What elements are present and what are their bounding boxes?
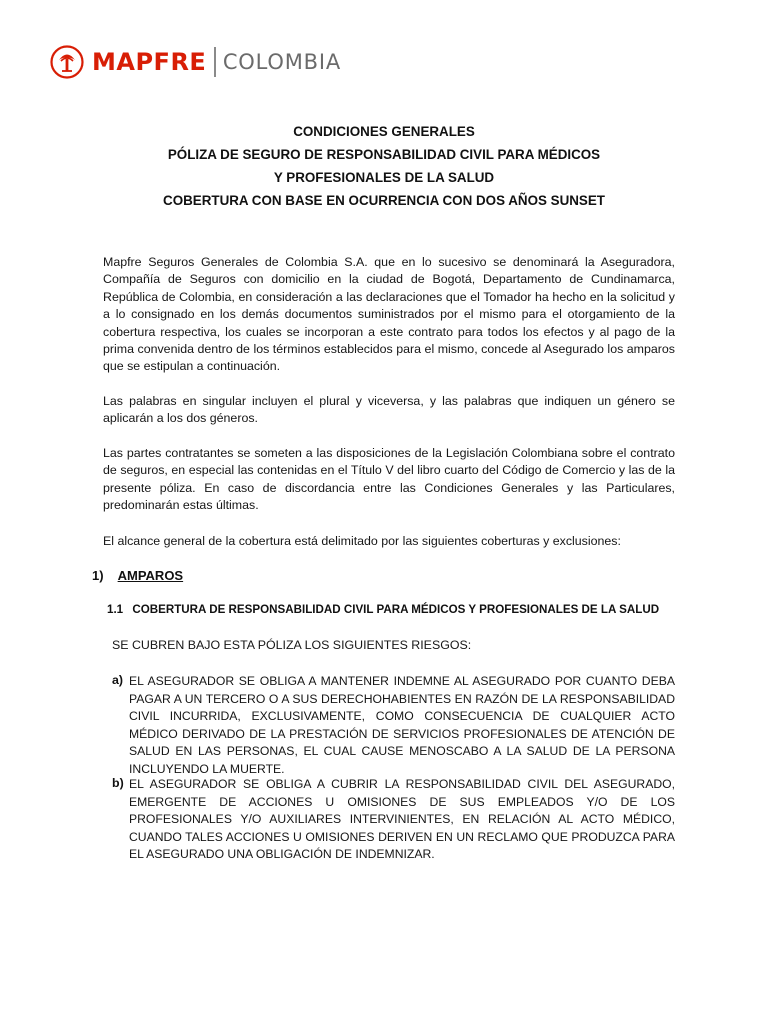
plural-paragraph: Las palabras en singular incluyen el plural y viceversa, y las palabras que indiquen un género se aplicarán a los dos géneros.	[103, 394, 675, 426]
subsection-number: 1.1	[107, 603, 124, 616]
section-title: AMPAROS	[117, 568, 184, 583]
intro-paragraph: Mapfre Seguros Generales de Colombia S.A. que en lo sucesivo se denominará la Aseguradora, Compañía de Seguros con domicilio en la ciudad de Bogotá, Departamento de Cundinamarca, República de Colombia, en consideración a las declaraciones que el Tomador ha hecho en la solicitud y a lo consignado en los demás documentos suministrados por el mismo para el otorgamiento de la cobertura respectiva, los cuales se incorporan a este contrato para todos los efectos y al pago de la prima convenida dentro de los términos establecidos para el mismo, concede al Asegurado los amparos que se estipulan a continuación.	[103, 255, 675, 374]
list-item-text: EL ASEGURADOR SE OBLIGA A MANTENER INDEMNE AL ASEGURADO POR CUANTO DEBA PAGAR A UN TERCERO O A SUS DERECHOHABIENTES EN RAZÓN DE LA RESPONSABILIDAD CIVIL INCURRIDA, EXCLUSIVAMENTE, COMO CONSECUENCIA DE CUALQUIER ACTO MÉDICO DERIVADO DE LA PRESTACIÓN DE SERVICIOS PROFESIONALES DE ATENCIÓN DE SALUD EN LAS PERSONAS, EL CUAL CAUSE MENOSCABO A LA SALUD DE LA PERSONA INCLUYENDO LA MUERTE.	[129, 674, 675, 776]
document-title	[0, 120, 768, 212]
list-item-text: EL ASEGURADOR SE OBLIGA A CUBRIR LA RESPONSABILIDAD CIVIL DEL ASEGURADO, EMERGENTE DE ACCIONES U OMISIONES DE SUS EMPLEADOS Y/O DE LOS PROFESIONALES Y/O AUXILIARES INTERVINIENTES, EN RELACIÓN AL ACTO MÉDICO, CUANDO TALES ACCIONES U OMISIONES DERIVEN EN UN RECLAMO QUE PRODUZCA PARA EL ASEGURADO UNA OBLIGACIÓN DE INDEMNIZAR.	[129, 777, 675, 862]
logo-divider	[214, 47, 216, 77]
title-line-2: PÓLIZA DE SEGURO DE RESPONSABILIDAD CIVIL PARA MÉDICOS	[167, 147, 601, 162]
title-line-4: COBERTURA CON BASE EN OCURRENCIA CON DOS AÑOS SUNSET	[163, 193, 605, 208]
section-number: 1)	[92, 568, 104, 583]
mapfre-tree-logo-icon	[50, 45, 84, 79]
title-line-3: Y PROFESIONALES DE LA SALUD	[273, 170, 495, 185]
subsection-heading	[107, 603, 659, 616]
list-item-letter: b)	[112, 776, 124, 790]
list-item-letter: a)	[112, 673, 124, 687]
brand-name: MAPFRE	[92, 48, 207, 76]
risks-intro: SE CUBREN BAJO ESTA PÓLIZA LOS SIGUIENTES RIESGOS:	[112, 638, 472, 652]
subsection-title: COBERTURA DE RESPONSABILIDAD CIVIL PARA MÉDICOS Y PROFESIONALES DE LA SALUD	[132, 603, 660, 616]
section-heading	[92, 568, 183, 583]
mapfre-colombia-logo	[50, 42, 341, 82]
brand-country: COLOMBIA	[222, 50, 341, 74]
legislation-paragraph: Las partes contratantes se someten a las disposiciones de la Legislación Colombiana sobre el contrato de seguros, en especial las contenidas en el Título V del libro cuarto del Código de Comercio y las de la presente póliza. En caso de discordancia entre las Condiciones Generales y las Particulares, predominarán estas últimas.	[103, 446, 675, 513]
title-line-1: CONDICIONES GENERALES	[293, 124, 475, 139]
scope-paragraph: El alcance general de la cobertura está delimitado por las siguientes coberturas y exclusiones:	[103, 534, 621, 548]
